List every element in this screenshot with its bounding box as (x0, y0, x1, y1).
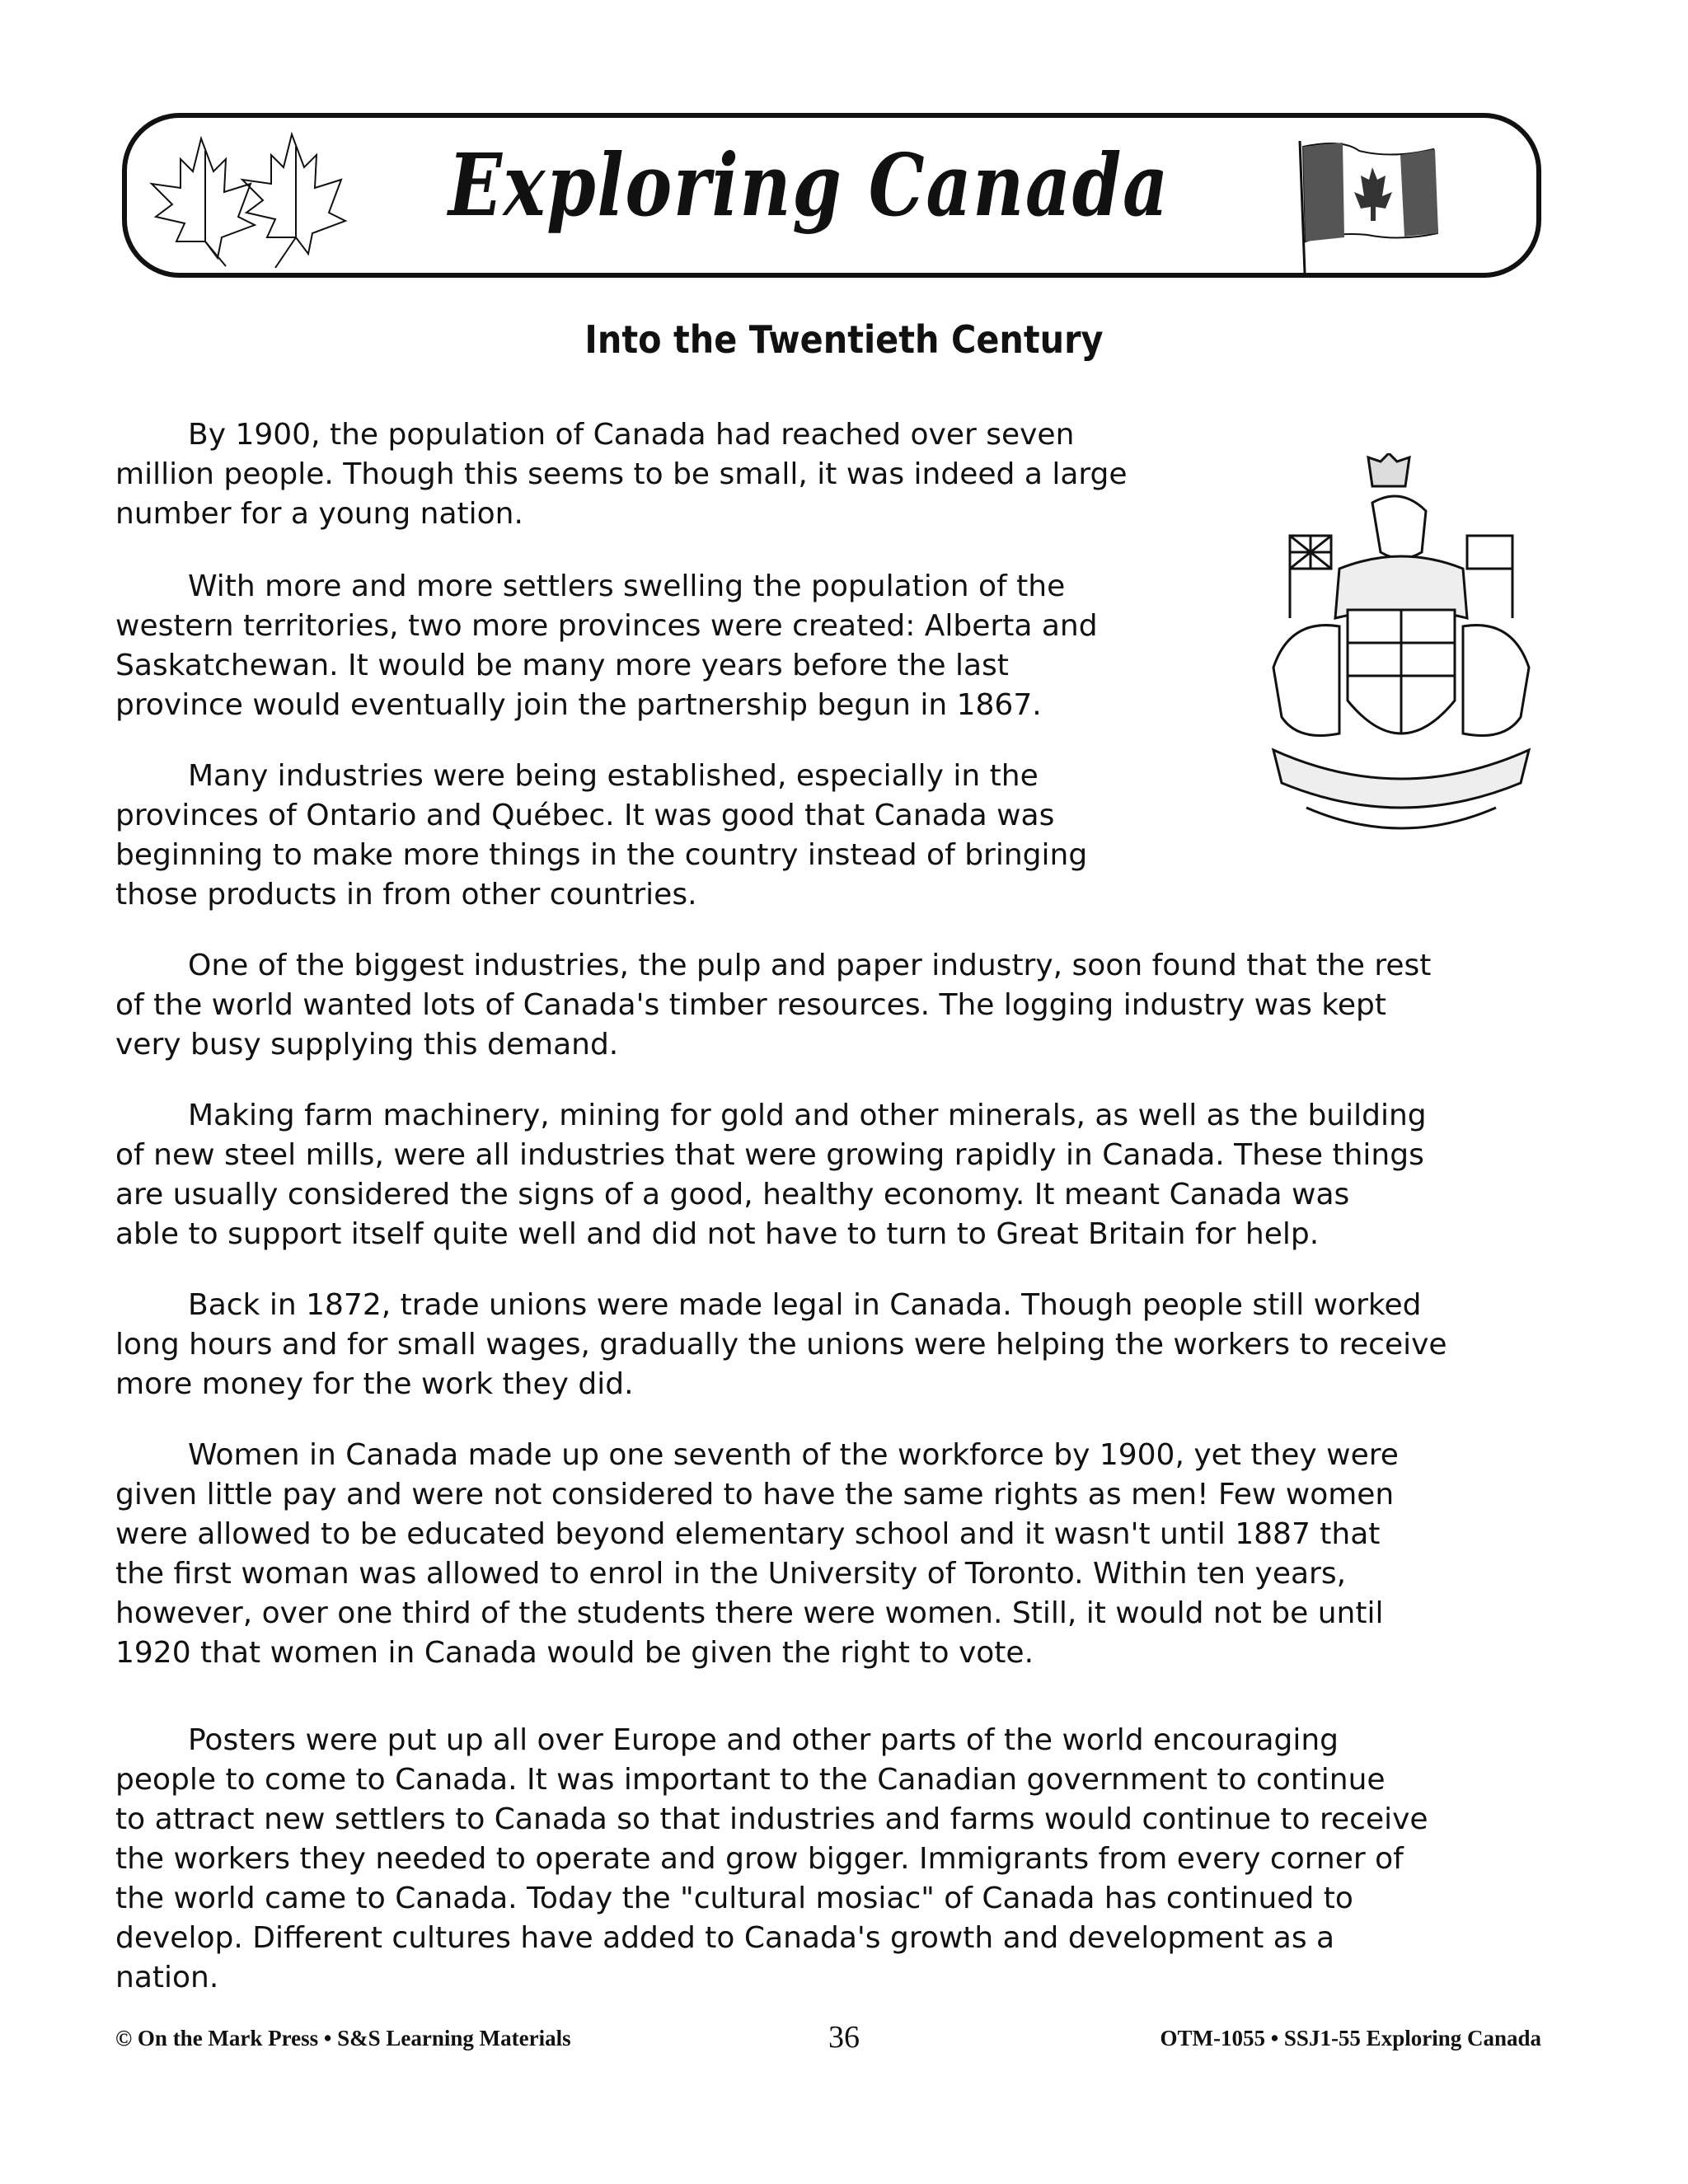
paragraph (115, 567, 1098, 725)
text-line: people to come to Canada. It was important to the Canadian government to continue (115, 1763, 1386, 1797)
paragraph (115, 1096, 1427, 1254)
paragraph (115, 415, 1128, 534)
text-line: beginning to make more things in the country instead of bringing (115, 838, 1088, 872)
paragraph (115, 1436, 1399, 1673)
text-line: of the world wanted lots of Canada's timber resources. The logging industry was kept (115, 988, 1386, 1022)
text-line: to attract new settlers to Canada so that industries and farms would continue to receive (115, 1802, 1428, 1836)
text-line: develop. Different cultures have added to Canada's growth and development as a (115, 1921, 1335, 1955)
banner-title: Exploring Canada (448, 134, 1170, 236)
text-line: number for a young nation. (115, 497, 523, 531)
text-line: very busy supplying this demand. (115, 1028, 619, 1062)
maple-leaves-icon (143, 126, 382, 270)
paragraph (115, 1286, 1447, 1404)
paragraph (115, 946, 1431, 1065)
text-line: are usually considered the signs of a good, healthy economy. It meant Canada was (115, 1178, 1350, 1212)
text-line: given little pay and were not considered to have the same rights as men! Few women (115, 1478, 1395, 1511)
text-line: province would eventually join the partnership begun in 1867. (115, 688, 1042, 722)
text-line: however, over one third of the students there were women. Still, it would not be until (115, 1596, 1384, 1630)
text-line: By 1900, the population of Canada had reached over seven (188, 418, 1075, 452)
text-line: million people. Though this seems to be small, it was indeed a large (115, 457, 1128, 491)
text-line: long hours and for small wages, gradually the unions were helping the workers to receive (115, 1328, 1447, 1361)
text-line: With more and more settlers swelling the population of the (188, 569, 1066, 603)
paragraph (115, 1721, 1428, 1998)
text-line: the world came to Canada. Today the "cultural mosiac" of Canada has continued to (115, 1882, 1353, 1915)
text-line: those products in from other countries. (115, 878, 697, 912)
text-line: Saskatchewan. It would be many more years before the last (115, 649, 1009, 682)
text-line: able to support itself quite well and did not have to turn to Great Britain for help. (115, 1217, 1320, 1251)
text-line: Women in Canada made up one seventh of the workforce by 1900, yet they were (188, 1438, 1399, 1472)
footer-product-code: OTM-1055 • SSJ1-55 Exploring Canada (1160, 2026, 1541, 2050)
page-number: 36 (828, 2020, 860, 2055)
text-line: the first woman was allowed to enrol in the University of Toronto. Within ten years, (115, 1557, 1347, 1591)
text-line: western territories, two more provinces were created: Alberta and (115, 609, 1098, 643)
text-line: more money for the work they did. (115, 1367, 634, 1401)
coat-of-arms-icon (1257, 453, 1545, 849)
text-line: the workers they needed to operate and grow bigger. Immigrants from every corner of (115, 1842, 1404, 1876)
canada-flag-icon (1293, 134, 1483, 274)
paragraph (115, 757, 1087, 915)
text-line: of new steel mills, were all industries that were growing rapidly in Canada. These things (115, 1138, 1424, 1172)
text-line: One of the biggest industries, the pulp and paper industry, soon found that the rest (188, 949, 1432, 982)
text-line: were allowed to be educated beyond elementary school and it wasn't until 1887 that (115, 1517, 1381, 1551)
text-line: 1920 that women in Canada would be given the right to vote. (115, 1636, 1034, 1670)
text-line: nation. (115, 1961, 219, 1994)
section-title: Into the Twentieth Century (584, 317, 1104, 362)
text-line: Many industries were being established, especially in the (188, 759, 1039, 793)
footer-copyright: © On the Mark Press • S&S Learning Materials (115, 2026, 571, 2050)
text-line: Making farm machinery, mining for gold and other minerals, as well as the building (188, 1099, 1427, 1132)
text-line: Posters were put up all over Europe and other parts of the world encouraging (188, 1723, 1339, 1757)
text-line: Back in 1872, trade unions were made legal in Canada. Though people still worked (188, 1288, 1422, 1322)
header-banner (122, 113, 1541, 278)
text-line: provinces of Ontario and Québec. It was good that Canada was (115, 799, 1055, 832)
